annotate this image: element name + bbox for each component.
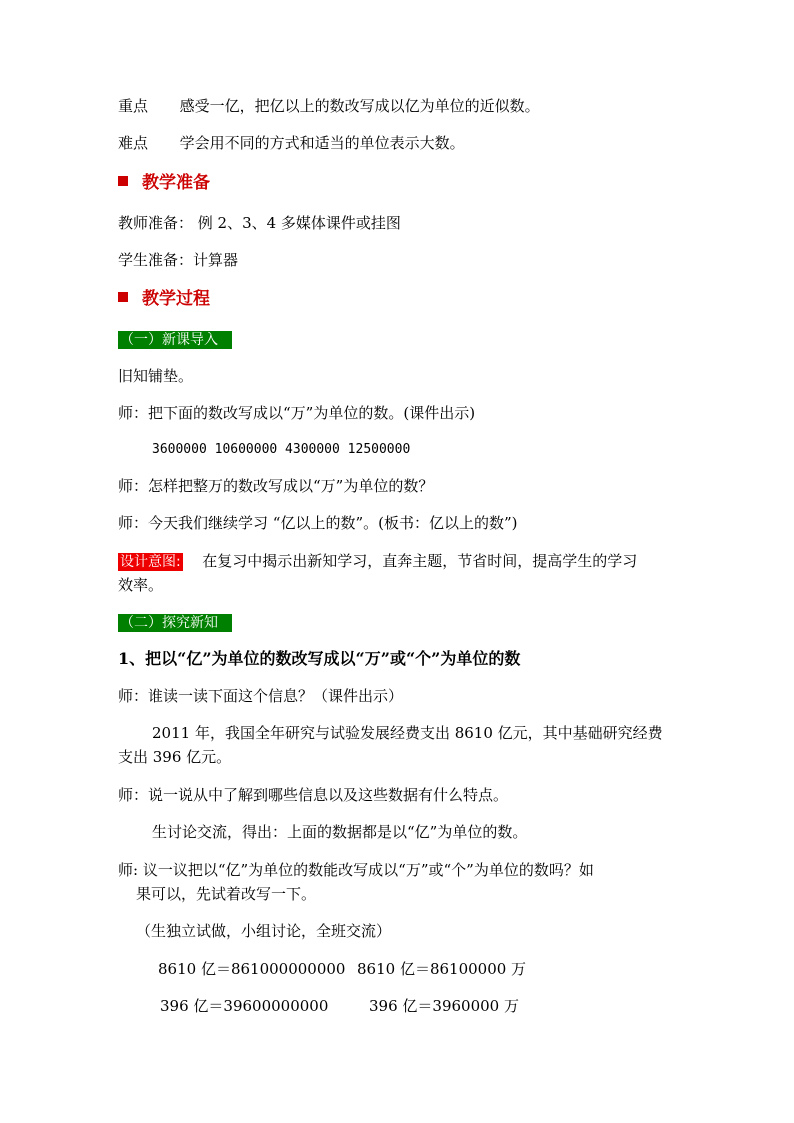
focus-line <box>118 97 540 115</box>
equation-1b: 8610 亿＝86100000 万 <box>357 960 527 978</box>
q3-line: 师：今天我们继续学习 “亿以上的数”。(板书：亿以上的数”) <box>118 514 518 532</box>
part2-answer: 生讨论交流，得出：上面的数据都是以“亿”为单位的数。 <box>152 823 528 841</box>
activity-line: （生独立试做，小组讨论，全班交流） <box>136 922 392 940</box>
part1-tag <box>118 330 232 349</box>
red-square-bullet-icon <box>118 176 128 186</box>
difficulty-text: 学会用不同的方式和适当的单位表示大数。 <box>179 134 465 152</box>
part2-q1: 师：谁读一读下面这个信息？（课件出示） <box>118 687 404 705</box>
design-intent-line <box>118 552 637 571</box>
part2-q2: 师：说一说从中了解到哪些信息以及这些数据有什么特点。 <box>118 786 509 804</box>
design-intent-text-2: 效率。 <box>118 576 164 594</box>
q1-line: 师：把下面的数改写成以“万”为单位的数。(课件出示) <box>118 404 476 422</box>
equation-2a: 396 亿＝39600000000 <box>160 997 329 1015</box>
review-line: 旧知铺垫。 <box>118 367 194 385</box>
numbers-line: 3600000 10600000 4300000 12500000 <box>152 442 411 457</box>
part2-q3-line-2: 果可以，先试着改写一下。 <box>136 885 317 903</box>
part2-q3-line-1: 师: 议一议把以“亿”为单位的数能改写成以“万”或“个”为单位的数吗？如 <box>118 861 594 879</box>
part2-heading: 1、把以“亿”为单位的数改写成以“万”或“个”为单位的数 <box>118 649 521 668</box>
part1-badge: （一）新课导入 <box>118 331 232 349</box>
info-line-1: 2011 年，我国全年研究与试验发展经费支出 8610 亿元，其中基础研究经费 <box>152 724 663 742</box>
part2-badge: （二）探究新知 <box>118 614 232 632</box>
part2-tag <box>118 613 232 632</box>
equation-1a: 8610 亿＝861000000000 <box>158 960 346 978</box>
equation-2b: 396 亿＝3960000 万 <box>369 997 519 1015</box>
teacher-prep: 教师准备： 例 2、3、4 多媒体课件或挂图 <box>118 214 401 232</box>
q2-line: 师：怎样把整万的数改写成以“万”为单位的数？ <box>118 477 434 495</box>
red-square-bullet-icon <box>118 292 128 302</box>
student-prep: 学生准备：计算器 <box>118 251 239 269</box>
difficulty-line <box>118 134 465 152</box>
design-intent-text-1: 在复习中揭示出新知学习，直奔主题，节省时间，提高学生的学习 <box>202 552 638 570</box>
section-heading-process: 教学过程 <box>118 289 210 309</box>
info-line-2: 支出 396 亿元。 <box>118 748 232 766</box>
section-heading-prep: 教学准备 <box>118 173 210 193</box>
design-intent-badge: 设计意图: <box>120 554 181 570</box>
focus-text: 感受一亿，把亿以上的数改写成以亿为单位的近似数。 <box>179 97 540 115</box>
difficulty-label: 难点 <box>118 134 149 152</box>
focus-label: 重点 <box>118 97 149 115</box>
